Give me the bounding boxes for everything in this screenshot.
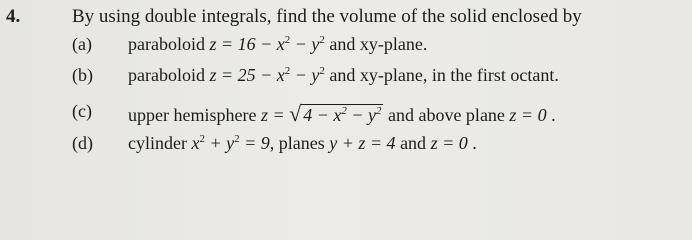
part-a-text — [128, 34, 427, 55]
part-d-math-3: = 9 — [239, 133, 270, 153]
part-c-sup-1: 2 — [341, 105, 347, 117]
part-c-text — [128, 101, 556, 127]
part-b-label: (b) — [72, 65, 93, 85]
radicand — [301, 104, 383, 125]
part-a-text-2: and xy-plane. — [324, 34, 428, 54]
part-d-math-1: x — [191, 133, 200, 153]
part-d-text-2: , planes — [269, 133, 330, 153]
part-b-sup-1: 2 — [284, 65, 291, 77]
part-d-math-4: y + z = 4 — [329, 133, 396, 153]
part-d-math-5: z = 0 — [430, 133, 468, 153]
part-a-math-2: − y — [290, 34, 320, 54]
part-c-math-3: − y — [346, 105, 376, 125]
part-c-text-2: and above plane — [383, 105, 510, 125]
part-c-math-1: z = — [260, 105, 290, 125]
part-a-text-1: paraboloid — [128, 34, 210, 54]
part-c-text-3: . — [546, 105, 556, 125]
part-d-text-3: and — [395, 133, 431, 153]
part-b-math-2: − y — [290, 65, 320, 85]
part-c-text-1: upper hemisphere — [128, 105, 261, 125]
part-c-label: (c) — [72, 101, 92, 121]
part-c-math-4: z = 0 — [509, 105, 547, 125]
part-d-text — [128, 133, 477, 154]
part-a-sup-2: 2 — [319, 34, 325, 46]
square-root — [289, 101, 383, 127]
part-d-text-1: cylinder — [128, 133, 192, 153]
part-a-label: (a) — [72, 34, 92, 54]
question-stem: By using double integrals, find the volume of the solid enclosed by — [72, 6, 582, 27]
part-c-math-2: 4 − x — [303, 105, 342, 125]
part-a-sup-1: 2 — [284, 34, 291, 46]
part-d-sup-2: 2 — [234, 133, 240, 145]
part-d-math-2: + y — [204, 133, 235, 153]
question-number: 4. — [6, 6, 21, 27]
part-b-text — [128, 65, 559, 86]
part-c-sup-2: 2 — [375, 105, 382, 117]
part-d-label: (d) — [72, 133, 93, 153]
part-b-text-1: paraboloid — [128, 65, 210, 85]
part-b-text-2: and xy-plane, in the first octant. — [324, 65, 559, 85]
part-a-math-1: z = 16 − x — [209, 34, 285, 54]
part-b-math-1: z = 25 − x — [209, 65, 285, 85]
radical-sign-icon: √ — [289, 101, 302, 126]
part-d-text-4: . — [467, 133, 477, 153]
part-d-sup-1: 2 — [199, 133, 205, 145]
part-b-sup-2: 2 — [319, 65, 325, 77]
